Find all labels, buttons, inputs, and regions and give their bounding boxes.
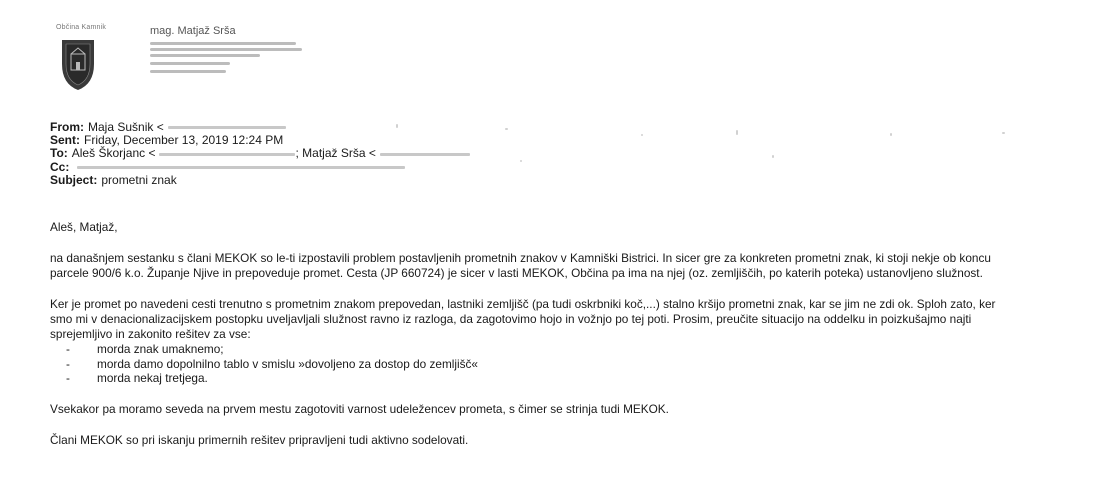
subject-row bbox=[50, 174, 470, 187]
subject-label: Subject: bbox=[50, 172, 98, 187]
bullet-dash: - bbox=[66, 342, 70, 356]
logo-caption: Občina Kamnik bbox=[56, 24, 107, 31]
list-item bbox=[50, 342, 1090, 357]
paragraph-1-line-2: parcele 900/6 k.o. Županje Njive in prepoveduje promet. Cesta (JP 660724) je sicer v lasti MEKOK, Občina pa ima na njej (oz. zemljiščih, po katerih poteka) ustanovljeno služnost. bbox=[50, 266, 983, 280]
scan-noise bbox=[1002, 132, 1005, 134]
scan-noise bbox=[772, 155, 774, 158]
to-value-2: ; Matjaž Srša < bbox=[295, 146, 376, 161]
cc-redacted bbox=[77, 166, 405, 169]
to-row bbox=[50, 147, 470, 160]
scan-noise bbox=[505, 128, 508, 130]
paragraph-2-line-2: smo mi v denacionalizacijskem postopku uveljavljali služnost ravno iz razloga, da zagotovimo hojo in vožnjo po tej poti. Prosim, preučite situacijo na oddelku in poizkušajmo najti bbox=[50, 312, 972, 326]
scan-noise bbox=[890, 133, 892, 136]
cc-label: Cc: bbox=[50, 159, 70, 174]
municipality-crest-logo bbox=[60, 34, 96, 92]
paragraph-2-line-1: Ker je promet po navedeni cesti trenutno s prometnim znakom prepovedan, lastniki zemljišč (pa tudi oskrbniki koč,...) stalno kršijo prometni znak, kar se jim ne zdi ok. Sploh zato, ker bbox=[50, 297, 996, 311]
from-email-redacted bbox=[168, 126, 286, 129]
list-item-text: morda nekaj tretjega. bbox=[97, 371, 208, 385]
subject-value: prometni znak bbox=[101, 172, 177, 187]
email-headers bbox=[50, 121, 470, 187]
from-value: Maja Sušnik < bbox=[88, 120, 164, 134]
list-item-text: morda damo dopolnilno tablo v smislu »dovoljeno za dostop do zemljišč« bbox=[97, 356, 478, 371]
email-body bbox=[50, 220, 1090, 464]
to-label: To: bbox=[50, 146, 68, 161]
signature-email-line bbox=[150, 70, 226, 73]
sent-value: Friday, December 13, 2019 12:24 PM bbox=[84, 133, 284, 148]
paragraph-2-line-3: sprejemljivo in zakonito rešitev za vse: bbox=[50, 327, 251, 341]
scan-noise bbox=[641, 134, 643, 136]
bullet-dash: - bbox=[66, 371, 70, 385]
scan-noise bbox=[736, 130, 738, 135]
to-email-redacted-2 bbox=[380, 153, 470, 156]
signature-phone-line bbox=[150, 62, 230, 65]
to-email-redacted bbox=[159, 153, 295, 156]
from-label: From: bbox=[50, 120, 84, 134]
list-item-text: morda znak umaknemo; bbox=[97, 342, 224, 356]
paragraph-1-line-1: na današnjem sestanku s člani MEKOK so le-ti izpostavili problem postavljenih prometnih znakov v Kamniški Bistrici. In sicer gre za konkreten prometni znak, ki stoji nekje ob koncu bbox=[50, 251, 991, 265]
signature-name: mag. Matjaž Srša bbox=[150, 25, 236, 37]
signature-title-line bbox=[150, 42, 296, 45]
sent-label: Sent: bbox=[50, 133, 80, 148]
options-list bbox=[50, 342, 1090, 386]
signature-dept-line bbox=[150, 48, 302, 51]
signature-block bbox=[48, 18, 308, 98]
paragraph-2 bbox=[50, 297, 1090, 342]
paragraph-1 bbox=[50, 251, 1090, 281]
bullet-dash: - bbox=[66, 356, 70, 371]
list-item bbox=[50, 357, 1090, 372]
greeting: Aleš, Matjaž, bbox=[50, 220, 118, 234]
paragraph-4: Člani MEKOK so pri iskanju primernih rešitev pripravljeni tudi aktivno sodelovati. bbox=[50, 432, 469, 447]
scan-noise bbox=[520, 160, 522, 162]
paragraph-3: Vsekakor pa moramo seveda na prvem mestu zagotoviti varnost udeležencev prometa, s čimer se strinja tudi MEKOK. bbox=[50, 401, 669, 416]
list-item bbox=[50, 371, 1090, 386]
signature-org-line bbox=[150, 54, 260, 57]
cc-row bbox=[50, 161, 470, 174]
to-value-1: Aleš Škorjanc < bbox=[71, 146, 156, 161]
